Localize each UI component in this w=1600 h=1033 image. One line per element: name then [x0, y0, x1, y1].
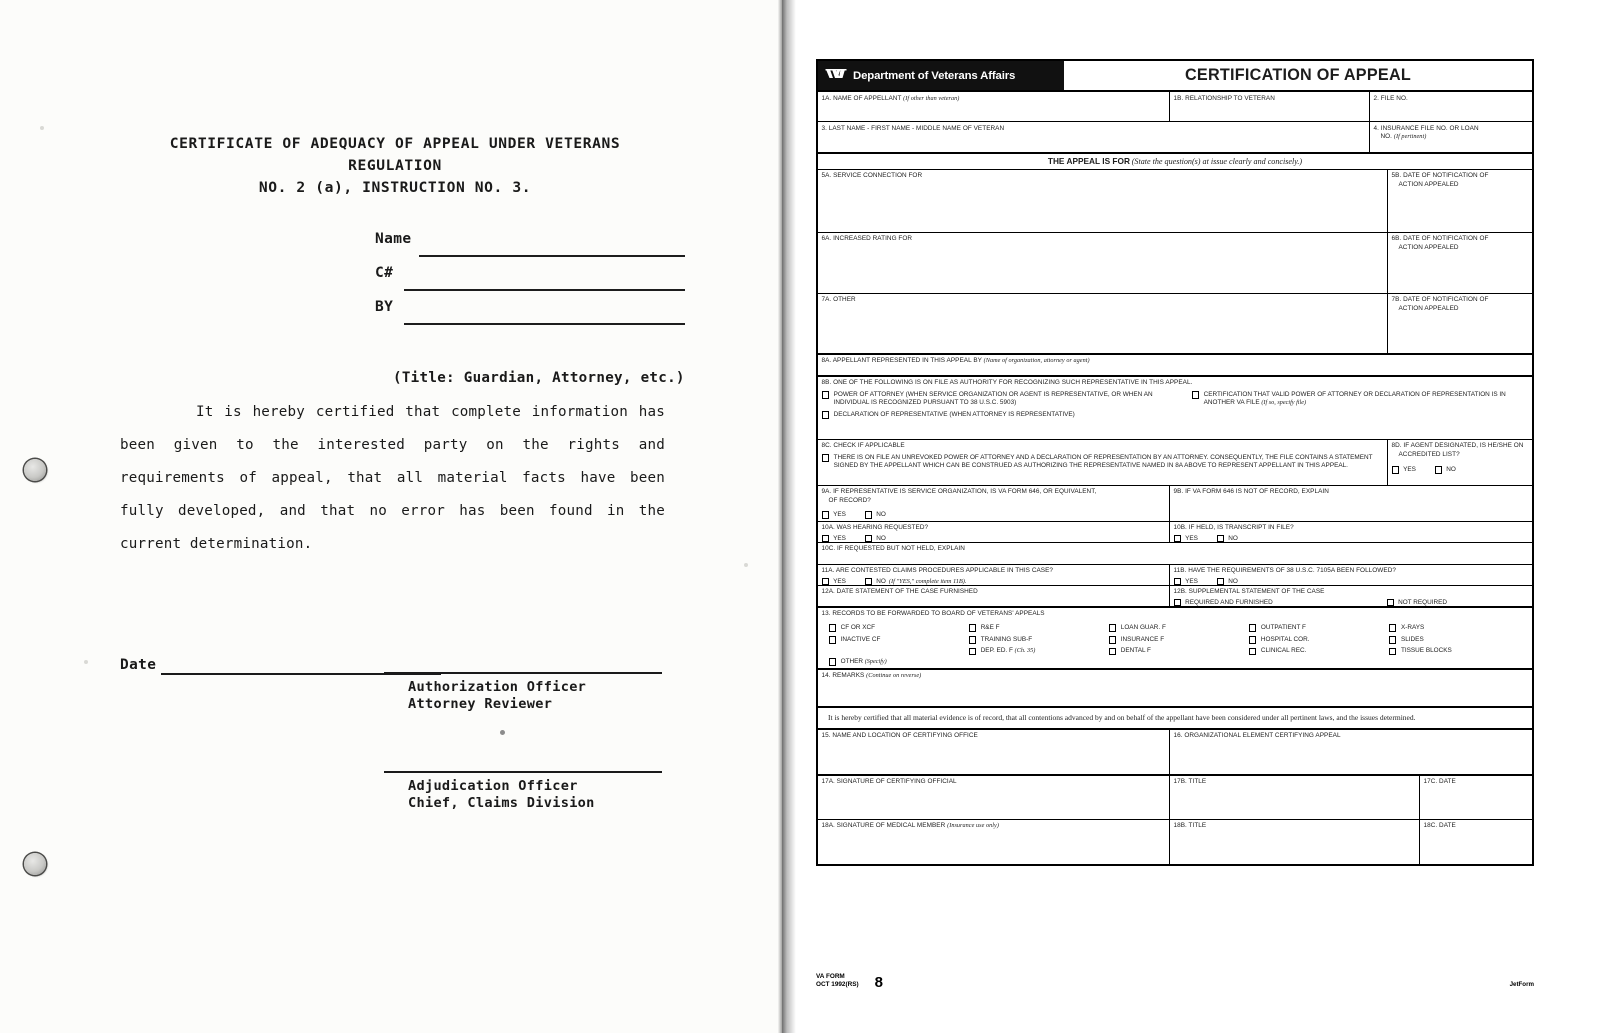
left-page-certificate — [0, 0, 782, 1033]
field-11a-label: 11A. ARE CONTESTED CLAIMS PROCEDURES APPLICABLE IN THIS CASE? — [821, 567, 1054, 575]
field-12b-supplemental-statement — [1170, 586, 1532, 606]
name-fill-line[interactable] — [419, 255, 685, 257]
field-14-hint: (Continue on reverse) — [866, 672, 922, 680]
field-10c-explain[interactable] — [818, 543, 1532, 565]
field-17c-date[interactable] — [1420, 776, 1532, 819]
checkbox-11b-yes[interactable] — [1174, 578, 1198, 586]
field-6a-label: 6A. INCREASED RATING FOR — [821, 235, 913, 243]
field-10c-label: 10C. IF REQUESTED BUT NOT HELD, EXPLAIN — [821, 545, 965, 553]
field-8b-label: 8B. ONE OF THE FOLLOWING IS ON FILE AS AUTHORITY FOR RECOGNIZING SUCH REPRESENTATIVE IN THIS APPEAL. — [821, 379, 1193, 387]
agency-name: Department of Veterans Affairs — [853, 69, 1016, 82]
field-3-label: 3. LAST NAME - FIRST NAME - MIDDLE NAME OF VETERAN — [821, 124, 1005, 132]
checkbox-icon[interactable] — [1192, 391, 1200, 399]
field-1a-name-of-appellant[interactable] — [818, 92, 1170, 121]
field-8d-label-line1: 8D. IF AGENT DESIGNATED, IS HE/SHE ON — [1391, 442, 1524, 450]
checkbox-icon[interactable] — [1109, 624, 1117, 632]
footer-form-number: 8 — [874, 974, 883, 991]
field-8a-hint: (Name of organization, attorney or agent) — [983, 357, 1090, 365]
checkbox-icon[interactable] — [822, 511, 830, 519]
checkbox-8b-certification-label: CERTIFICATION THAT VALID POWER OF ATTORNEY OR DECLARATION OF REPRESENTATION IS IN ANOTHER VA FILE — [1203, 390, 1506, 407]
by-subtitle: (Title: Guardian, Attorney, etc.) — [393, 370, 685, 386]
left-page-body — [120, 396, 665, 561]
field-7b-label-line1: 7B. DATE OF NOTIFICATION OF — [1391, 296, 1489, 304]
field-5a-service-connection[interactable] — [818, 170, 1388, 232]
checkbox-icon[interactable] — [822, 411, 830, 419]
field-10b-label: 10B. IF HELD, IS TRANSCRIPT IN FILE? — [1173, 524, 1294, 532]
checkbox-9a-no-label: NO — [876, 511, 886, 519]
certification-paragraph: It is hereby certified that complete information has been given to the interested party on the rights and requirements of appeal, that all material facts have been fully developed, and that no error has been found in the current determination. — [120, 404, 665, 552]
checkbox-record-label: CF OR XCF — [840, 623, 876, 631]
checkbox-10b-yes[interactable] — [1174, 535, 1198, 543]
checkbox-record-x-rays[interactable] — [1389, 624, 1529, 633]
field-9a-va-form-646 — [818, 486, 1170, 521]
checkbox-icon[interactable] — [1387, 599, 1395, 607]
field-8b-authority-on-file — [818, 377, 1532, 440]
checkbox-8b-declaration-of-representative[interactable] — [822, 411, 1174, 420]
checkbox-record-label: SLIDES — [1400, 635, 1424, 643]
name-label: Name — [375, 231, 412, 247]
signature-block-authorization — [384, 672, 662, 713]
field-7b-date-notification[interactable] — [1388, 294, 1532, 353]
appeal-band-title: THE APPEAL IS FOR — [1047, 156, 1130, 167]
field-10b-transcript-in-file — [1170, 522, 1532, 542]
checkbox-icon[interactable] — [1389, 636, 1397, 644]
checkbox-record-slides[interactable] — [1389, 636, 1529, 645]
checkbox-record-other-label: OTHER — [840, 657, 863, 665]
field-11a-hint: (If "YES," complete item 11B). — [888, 578, 967, 586]
records-column-4 — [1249, 621, 1389, 656]
scan-speck — [84, 660, 88, 664]
form-title-area — [1064, 61, 1532, 90]
field-9a-label-line2: OF RECORD? — [828, 496, 871, 504]
checkbox-8b-declaration-label: DECLARATION OF REPRESENTATIVE (WHEN ATTORNEY IS REPRESENTATIVE) — [833, 410, 1075, 418]
checkbox-record-label: OUTPATIENT F — [1260, 623, 1306, 631]
authorization-officer-label: Authorization Officer — [408, 679, 587, 695]
checkbox-icon[interactable] — [969, 648, 977, 656]
checkbox-11a-no[interactable] — [865, 578, 967, 586]
certification-of-appeal-form — [816, 59, 1534, 866]
field-6b-label-line1: 6B. DATE OF NOTIFICATION OF — [1391, 235, 1489, 243]
checkbox-icon[interactable] — [1109, 636, 1117, 644]
records-column-5 — [1389, 621, 1529, 656]
checkbox-icon[interactable] — [969, 624, 977, 632]
field-4-insurance-file[interactable] — [1370, 122, 1532, 152]
checkbox-12b-required-label: REQUIRED AND FURNISHED — [1185, 599, 1273, 607]
field-16-organizational-element[interactable] — [1170, 730, 1532, 774]
field-15-certifying-office[interactable] — [818, 730, 1170, 774]
field-14-label: 14. REMARKS — [821, 672, 865, 680]
field-5b-label-line2: ACTION APPEALED — [1398, 180, 1459, 188]
footer-va-form-label: VA FORM — [816, 973, 845, 980]
scan-speck — [744, 563, 748, 567]
checkbox-record-hint: (Ch. 35) — [1014, 647, 1036, 655]
field-8a-label: 8A. APPELLANT REPRESENTED IN THIS APPEAL BY — [821, 357, 982, 365]
checkbox-record-label: TRAINING SUB-F — [980, 635, 1033, 643]
case-number-label: C# — [375, 265, 394, 281]
field-7a-other[interactable] — [818, 294, 1388, 353]
field-8d-accredited-list — [1388, 440, 1532, 485]
checkbox-10a-yes[interactable] — [822, 535, 846, 543]
checkbox-icon[interactable] — [1389, 624, 1397, 632]
left-page-title-line2: NO. 2 (a), INSTRUCTION NO. 3. — [258, 179, 532, 196]
checkbox-8c-unrevoked-poa[interactable] — [822, 454, 1385, 471]
field-6b-date-notification[interactable] — [1388, 233, 1532, 293]
checkbox-record-tissue-blocks[interactable] — [1389, 647, 1529, 656]
checkbox-icon[interactable] — [822, 391, 830, 399]
checkbox-10a-no[interactable] — [865, 535, 886, 543]
field-2-file-no[interactable] — [1370, 92, 1532, 121]
field-8c-label: 8C. CHECK IF APPLICABLE — [821, 442, 905, 450]
checkbox-11b-no[interactable] — [1217, 578, 1238, 586]
checkbox-icon[interactable] — [1174, 599, 1182, 607]
checkbox-icon[interactable] — [1174, 578, 1182, 586]
row-6 — [818, 233, 1532, 294]
field-17a-signature-certifying-official[interactable] — [818, 776, 1170, 819]
checkbox-record-other[interactable] — [822, 658, 1530, 667]
checkbox-icon[interactable] — [829, 636, 837, 644]
checkbox-10a-yes-label: YES — [833, 535, 846, 543]
checkbox-record-clinical-rec[interactable] — [1249, 647, 1389, 656]
checkbox-record-dep-ed-f[interactable] — [969, 647, 1109, 656]
field-12a-date-statement-furnished[interactable] — [818, 586, 1170, 606]
checkbox-icon[interactable] — [1249, 648, 1257, 656]
right-page-va-form — [796, 0, 1600, 1033]
checkbox-record-label: X-RAYS — [1400, 623, 1425, 631]
checkbox-record-loan-guar-f[interactable] — [1109, 624, 1249, 633]
checkbox-icon[interactable] — [829, 624, 837, 632]
checkbox-record-re-f[interactable] — [969, 624, 1109, 633]
checkbox-record-label: TISSUE BLOCKS — [1400, 647, 1452, 655]
checkbox-icon[interactable] — [1109, 648, 1117, 656]
checkbox-11a-yes[interactable] — [822, 578, 846, 586]
field-11b-label: 11B. HAVE THE REQUIREMENTS OF 38 U.S.C. 7105A BEEN FOLLOWED? — [1173, 567, 1396, 575]
field-1b-relationship[interactable] — [1170, 92, 1370, 121]
row-17 — [818, 776, 1532, 820]
checkbox-8b-power-of-attorney-label: POWER OF ATTORNEY (WHEN SERVICE ORGANIZATION OR AGENT IS REPRESENTATIVE, OR WHEN AN INDIVIDUAL IS RECOGNIZED PURSUANT TO 38 U.S.C. 5903) — [833, 390, 1153, 407]
appeal-band-hint: (State the question(s) at issue clearly and concisely.) — [1131, 157, 1303, 167]
agency-banner — [818, 61, 1064, 90]
case-number-fill-line[interactable] — [404, 289, 685, 291]
checkbox-icon[interactable] — [829, 658, 837, 666]
field-5b-label-line1: 5B. DATE OF NOTIFICATION OF — [1391, 172, 1489, 180]
row-18 — [818, 820, 1532, 864]
checkbox-icon[interactable] — [865, 511, 873, 519]
field-8d-label-line2: ACCREDITED LIST? — [1398, 450, 1460, 458]
checkbox-11b-no-label: NO — [1228, 578, 1238, 586]
field-6b-label-line2: ACTION APPEALED — [1398, 243, 1459, 251]
row-5 — [818, 170, 1532, 233]
checkbox-9a-yes-label: YES — [833, 511, 846, 519]
date-label: Date — [120, 657, 157, 673]
records-column-2 — [969, 621, 1109, 656]
checkbox-8b-power-of-attorney[interactable] — [822, 391, 1174, 408]
field-11b-requirements-followed — [1170, 565, 1532, 585]
field-1a-hint: (If other than veteran) — [903, 94, 960, 102]
form-header — [818, 61, 1532, 92]
attorney-reviewer-label: Attorney Reviewer — [408, 696, 553, 712]
punch-hole-bottom — [24, 853, 46, 875]
field-4-hint: (If pertinent) — [1393, 132, 1427, 140]
field-17a-label: 17A. SIGNATURE OF CERTIFYING OFFICIAL — [821, 778, 957, 786]
checkbox-record-label: INACTIVE CF — [840, 635, 881, 643]
records-column-3 — [1109, 621, 1249, 656]
field-18b-label: 18B. TITLE — [1173, 822, 1207, 830]
page-gutter-shadow — [782, 0, 796, 1033]
form-footer-left — [816, 973, 883, 991]
checkbox-10b-no-label: NO — [1228, 535, 1238, 543]
checkbox-10a-no-label: NO — [876, 535, 886, 543]
by-field-row — [375, 296, 685, 386]
certification-statement — [818, 708, 1532, 730]
checkbox-10b-no[interactable] — [1217, 535, 1238, 543]
field-8c-check-if-applicable — [818, 440, 1388, 485]
field-3-veteran-name[interactable] — [818, 122, 1370, 152]
field-1a-label: 1A. NAME OF APPELLANT — [821, 94, 902, 102]
checkbox-record-other-hint: (Specify) — [864, 657, 887, 665]
field-4-label-line2: NO. — [1380, 132, 1393, 140]
checkbox-icon[interactable] — [1435, 466, 1443, 474]
field-6a-increased-rating[interactable] — [818, 233, 1388, 293]
checkbox-icon[interactable] — [1174, 535, 1182, 543]
checkbox-icon[interactable] — [822, 454, 830, 462]
left-page-name-block — [375, 228, 685, 386]
checkbox-icon[interactable] — [1249, 624, 1257, 632]
signature-block-adjudication — [384, 771, 662, 812]
footer-jetform-mark: JetForm — [1509, 981, 1534, 988]
checkbox-8c-label: THERE IS ON FILE AN UNREVOKED POWER OF ATTORNEY AND A DECLARATION OF REPRESENTATION BY AN ATTORNEY. CONSEQUENTLY, THE FILE CONTAINS A STATEMENT SIGNED BY THE APPELLANT WHICH CAN BE CONSTRUED AS AUTHORIZING THE REPRESENTATIVE NAMED IN 8A ABOVE TO REPRESENT APPELLANT IN THIS APPEAL. — [833, 453, 1373, 470]
by-label: BY — [375, 299, 394, 315]
checkbox-8b-certification-other-file[interactable] — [1192, 391, 1530, 408]
field-18c-label: 18C. DATE — [1423, 822, 1456, 830]
scan-speck — [40, 126, 44, 130]
row-1 — [818, 92, 1532, 122]
checkbox-12b-required-furnished[interactable] — [1174, 599, 1370, 607]
checkbox-8d-no-label: NO — [1446, 466, 1456, 474]
row-7 — [818, 294, 1532, 355]
row-10ab — [818, 522, 1532, 543]
footer-revision-date: OCT 1992(RS) — [816, 980, 859, 988]
field-5b-date-notification[interactable] — [1388, 170, 1532, 232]
checkbox-12b-not-required[interactable] — [1387, 599, 1447, 607]
field-7b-label-line2: ACTION APPEALED — [1398, 304, 1459, 312]
field-18c-date[interactable] — [1420, 820, 1532, 864]
checkbox-11a-yes-label: YES — [833, 578, 846, 586]
checkbox-9a-no[interactable] — [865, 511, 886, 519]
row-2 — [818, 122, 1532, 154]
appeal-is-for-band — [818, 154, 1532, 170]
field-4-label-line1: 4. INSURANCE FILE NO. OR LOAN — [1373, 124, 1479, 132]
checkbox-record-hospital-cor[interactable] — [1249, 636, 1389, 645]
field-10a-label: 10A. WAS HEARING REQUESTED? — [821, 524, 929, 532]
checkbox-record-cf-or-xcf[interactable] — [829, 624, 969, 633]
va-logo-icon — [825, 68, 847, 83]
checkbox-icon[interactable] — [865, 578, 873, 586]
checkbox-record-outpatient-f[interactable] — [1249, 624, 1389, 633]
claims-division-chief-label: Chief, Claims Division — [408, 795, 595, 811]
checkbox-icon[interactable] — [1217, 535, 1225, 543]
field-18a-signature-medical-member[interactable] — [818, 820, 1170, 864]
field-17b-title[interactable] — [1170, 776, 1420, 819]
certification-statement-text: It is hereby certified that all material evidence is of record, that all contentions advanced by and on behalf of the appellant have been considered under all pertinent laws, and the issues determined. — [828, 712, 1416, 722]
case-field-row — [375, 262, 675, 296]
field-18b-title[interactable] — [1170, 820, 1420, 864]
checkbox-record-training-sub-f[interactable] — [969, 636, 1109, 645]
checkbox-record-label: DEP. ED. F — [980, 647, 1013, 655]
row-12 — [818, 586, 1532, 608]
field-9a-label-line1: 9A. IF REPRESENTATIVE IS SERVICE ORGANIZATION, IS VA FORM 646, OR EQUIVALENT, — [821, 488, 1097, 496]
checkbox-8d-no[interactable] — [1435, 466, 1456, 474]
field-12a-label: 12A. DATE STATEMENT OF THE CASE FURNISHED — [821, 588, 978, 596]
checkbox-record-label: INSURANCE F — [1120, 635, 1165, 643]
field-14-remarks[interactable] — [818, 670, 1532, 708]
field-2-label: 2. FILE NO. — [1373, 94, 1408, 102]
checkbox-record-inactive-cf[interactable] — [829, 636, 969, 645]
checkbox-record-label: DENTAL F — [1120, 647, 1151, 655]
checkbox-12b-not-required-label: NOT REQUIRED — [1398, 599, 1447, 607]
checkbox-record-label: HOSPITAL COR. — [1260, 635, 1310, 643]
name-field-row — [375, 228, 675, 262]
field-9b-explain[interactable] — [1170, 486, 1532, 521]
checkbox-9a-yes[interactable] — [822, 511, 846, 519]
punch-hole-top — [24, 459, 46, 481]
records-column-1 — [829, 621, 969, 656]
checkbox-8d-yes[interactable] — [1392, 466, 1416, 474]
field-11a-contested-claims — [818, 565, 1170, 585]
field-17b-label: 17B. TITLE — [1173, 778, 1207, 786]
checkbox-icon[interactable] — [1389, 648, 1397, 656]
checkbox-10b-yes-label: YES — [1185, 535, 1198, 543]
field-18a-hint: (Insurance use only) — [947, 822, 999, 830]
checkbox-record-insurance-f[interactable] — [1109, 636, 1249, 645]
checkbox-icon[interactable] — [1249, 636, 1257, 644]
scan-artifact-dot — [500, 730, 505, 735]
checkbox-record-label: CLINICAL REC. — [1260, 647, 1307, 655]
checkbox-8d-yes-label: YES — [1403, 466, 1416, 474]
adjudication-officer-label: Adjudication Officer — [408, 778, 578, 794]
checkbox-icon[interactable] — [1217, 578, 1225, 586]
checkbox-record-dental-f[interactable] — [1109, 647, 1249, 656]
by-fill-line[interactable] — [404, 323, 685, 325]
field-7a-label: 7A. OTHER — [821, 296, 856, 304]
field-5a-label: 5A. SERVICE CONNECTION FOR — [821, 172, 923, 180]
left-page-title-line1: CERTIFICATE OF ADEQUACY OF APPEAL UNDER VETERANS REGULATION — [169, 135, 621, 174]
checkbox-8b-certification-hint: (If so, specify file) — [1261, 399, 1307, 407]
checkbox-11a-no-label: NO — [876, 578, 886, 586]
checkbox-icon[interactable] — [822, 578, 830, 586]
field-13-records-forwarded — [818, 608, 1532, 670]
row-8cd — [818, 440, 1532, 486]
field-15-label: 15. NAME AND LOCATION OF CERTIFYING OFFICE — [821, 732, 978, 740]
field-8a-represented-by[interactable] — [818, 355, 1532, 377]
checkbox-record-label: LOAN GUAR. F — [1120, 623, 1166, 631]
field-13-label: 13. RECORDS TO BE FORWARDED TO BOARD OF VETERANS' APPEALS — [821, 610, 1045, 618]
field-18a-label: 18A. SIGNATURE OF MEDICAL MEMBER — [821, 822, 946, 830]
left-page-title — [155, 133, 635, 199]
checkbox-icon[interactable] — [1392, 466, 1400, 474]
checkbox-record-label: R&E F — [980, 623, 1000, 631]
row-9 — [818, 486, 1532, 522]
checkbox-icon[interactable] — [822, 535, 830, 543]
checkbox-icon[interactable] — [865, 535, 873, 543]
row-15-16 — [818, 730, 1532, 776]
row-11 — [818, 565, 1532, 586]
field-12b-label: 12B. SUPPLEMENTAL STATEMENT OF THE CASE — [1173, 588, 1325, 596]
field-1b-label: 1B. RELATIONSHIP TO VETERAN — [1173, 94, 1275, 102]
field-10a-hearing-requested — [818, 522, 1170, 542]
field-16-label: 16. ORGANIZATIONAL ELEMENT CERTIFYING APPEAL — [1173, 732, 1341, 740]
field-17c-label: 17C. DATE — [1423, 778, 1456, 786]
form-footer — [816, 973, 1534, 991]
form-title: CERTIFICATION OF APPEAL — [1184, 66, 1412, 84]
field-9b-label: 9B. IF VA FORM 646 IS NOT OF RECORD, EXPLAIN — [1173, 488, 1329, 496]
checkbox-icon[interactable] — [969, 636, 977, 644]
checkbox-11b-yes-label: YES — [1185, 578, 1198, 586]
